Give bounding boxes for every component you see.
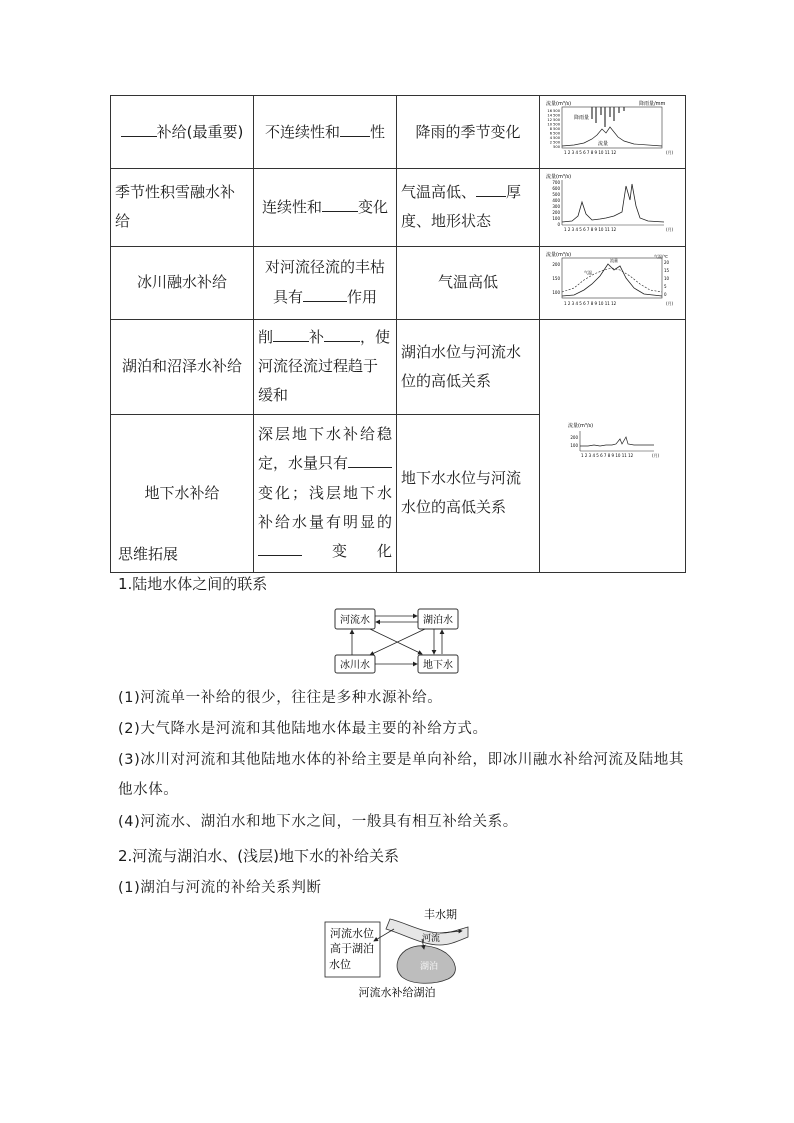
svg-text:流量(m³/s): 流量(m³/s) <box>546 174 572 181</box>
svg-text:600: 600 <box>552 186 560 192</box>
supply-type-cell <box>111 96 254 169</box>
answer-blank <box>273 327 309 342</box>
svg-text:1 2 3 4 5 6 7 8 9 10 11 12: 1 2 3 4 5 6 7 8 9 10 11 12 <box>564 150 617 155</box>
table-row <box>111 246 686 319</box>
lake-label: 湖泊 <box>420 962 439 972</box>
factor-cell: 气温高低 <box>397 246 540 319</box>
factor-cell: 气温高低、 厚度、地形状态 <box>397 169 540 246</box>
lake-water-label: 湖泊水 <box>423 615 453 626</box>
svg-text:流量(m³/s): 流量(m³/s) <box>568 422 594 429</box>
svg-text:100: 100 <box>570 442 578 448</box>
svg-text:12 500: 12 500 <box>547 118 560 122</box>
point-4: (4)河流水、湖泊水和地下水之间，一般具有相互补给关系。 <box>118 814 518 830</box>
svg-text:0: 0 <box>664 291 667 297</box>
season-label: 丰水期 <box>424 908 457 921</box>
svg-text:气温/℃: 气温/℃ <box>654 253 668 259</box>
feature-cell: 不连续性和 性 <box>254 96 397 169</box>
supply-type-cell: 地下水补给 <box>111 414 254 572</box>
supply-type-cell: 季节性积雪融水补给 <box>111 169 254 246</box>
svg-text:2 500: 2 500 <box>549 140 560 145</box>
diagram-caption: 河流水补给湖泊 <box>358 986 436 999</box>
svg-text:流量: 流量 <box>598 141 609 147</box>
svg-text:流量(m³/s): 流量(m³/s) <box>546 101 572 107</box>
svg-text:400: 400 <box>552 198 560 204</box>
svg-text:5: 5 <box>664 283 667 289</box>
svg-text:1 2 3 4 5 6 7 8 9 10 11 12: 1 2 3 4 5 6 7 8 9 10 11 12 <box>564 300 617 306</box>
river-water-label: 河流水 <box>340 615 370 626</box>
supply-type-cell: 冰川融水补给 <box>111 246 254 319</box>
supply-type-cell: 湖泊和沼泽水补给 <box>111 319 254 414</box>
svg-text:流量: 流量 <box>610 257 618 263</box>
svg-text:降雨量: 降雨量 <box>574 115 590 121</box>
table-row <box>111 319 686 414</box>
snow-chart <box>544 172 684 232</box>
point-1: (1)河流单一补给的很少，往往是多种水源补给。 <box>118 690 443 706</box>
svg-text:14 500: 14 500 <box>547 113 560 118</box>
point-2: (2)大气降水是河流和其他陆地水体最主要的补给方式。 <box>118 721 488 737</box>
feature-cell: 连续性和 变化 <box>254 169 397 246</box>
subsection-item: (1)湖泊与河流的补给关系判断 <box>118 880 322 896</box>
svg-text:气温: 气温 <box>584 269 592 275</box>
svg-text:200: 200 <box>570 434 578 440</box>
svg-text:8 500: 8 500 <box>549 127 560 131</box>
feature-cell: 削 补 ，使河流径流过程趋于缓和 <box>254 319 397 414</box>
point-3: (3)冰川对河流和其他陆地水体的补给主要是单向补给，即冰川融水补给河流及陆地其他水体。 <box>118 752 684 798</box>
svg-text:4 500: 4 500 <box>549 136 560 140</box>
water-body-diagram <box>330 605 465 675</box>
svg-text:500: 500 <box>553 145 560 149</box>
answer-blank <box>476 182 506 197</box>
river-label: 河流 <box>422 934 441 944</box>
subsection-title: 2.河流与湖泊水、(浅层)地下水的补给关系 <box>118 847 400 865</box>
river-lake-diagram <box>322 905 472 1000</box>
answer-blank <box>322 197 358 212</box>
factor-cell: 降雨的季节变化 <box>397 96 540 169</box>
svg-text:150: 150 <box>552 275 560 281</box>
feature-cell: 深层地下水补给稳定，水量只有变化；浅层地下水补给水量有明显的变化 <box>254 414 397 572</box>
svg-text:河流水位: 河流水位 <box>330 927 374 940</box>
svg-text:200: 200 <box>552 261 560 267</box>
table-row <box>111 169 686 246</box>
svg-text:100: 100 <box>552 289 560 295</box>
svg-text:10 500: 10 500 <box>547 122 560 127</box>
svg-text:200: 200 <box>552 210 560 216</box>
svg-text:700: 700 <box>552 180 560 186</box>
groundwater-hydrograph <box>540 319 686 572</box>
svg-text:降雨量/mm: 降雨量/mm <box>639 101 666 107</box>
rain-hydrograph <box>540 96 686 169</box>
glacier-chart <box>544 250 684 306</box>
glacier-water-label: 冰川水 <box>340 660 370 671</box>
answer-blank <box>121 122 157 137</box>
svg-text:15: 15 <box>664 267 670 273</box>
snow-hydrograph <box>540 169 686 246</box>
svg-text:1 2 3 4 5 6 7 8 9 10 11 12: 1 2 3 4 5 6 7 8 9 10 11 12 <box>564 227 617 233</box>
svg-text:(月): (月) <box>652 452 660 458</box>
answer-blank <box>303 287 347 302</box>
glacier-hydrograph <box>540 246 686 319</box>
answer-blank <box>324 327 360 342</box>
svg-text:高于湖泊: 高于湖泊 <box>330 942 374 955</box>
svg-text:100: 100 <box>552 216 560 222</box>
subsection-title: 1.陆地水体之间的联系 <box>118 575 268 593</box>
svg-text:(月): (月) <box>666 227 674 233</box>
svg-text:1 2 3 4 5 6 7 8 9 10 11 12: 1 2 3 4 5 6 7 8 9 10 11 12 <box>581 452 634 458</box>
svg-text:300: 300 <box>552 204 560 210</box>
factor-cell: 地下水水位与河流水位的高低关系 <box>397 414 540 572</box>
rain-chart <box>544 99 684 155</box>
answer-blank <box>340 122 370 137</box>
svg-text:流量(m³/s): 流量(m³/s) <box>546 251 572 258</box>
factor-cell: 湖泊水位与河流水位的高低关系 <box>397 319 540 414</box>
svg-text:10: 10 <box>664 275 670 281</box>
answer-blank <box>348 453 392 468</box>
answer-blank <box>258 541 302 556</box>
svg-text:6 500: 6 500 <box>549 131 560 136</box>
supply-type: 补给(最重要) <box>156 122 244 141</box>
section-title: 思维拓展 <box>118 545 179 563</box>
svg-text:20: 20 <box>664 259 670 265</box>
svg-text:(月): (月) <box>666 150 674 155</box>
groundwater-chart <box>544 411 684 471</box>
svg-text:水位: 水位 <box>329 958 351 971</box>
groundwater-label: 地下水 <box>423 660 453 671</box>
svg-text:0: 0 <box>557 222 560 228</box>
svg-text:(月): (月) <box>666 300 674 306</box>
water-supply-table <box>110 95 686 573</box>
feature-cell: 对河流径流的丰枯具有 作用 <box>254 246 397 319</box>
svg-text:500: 500 <box>552 192 560 198</box>
table-row <box>111 96 686 169</box>
svg-text:16 500: 16 500 <box>547 109 560 113</box>
